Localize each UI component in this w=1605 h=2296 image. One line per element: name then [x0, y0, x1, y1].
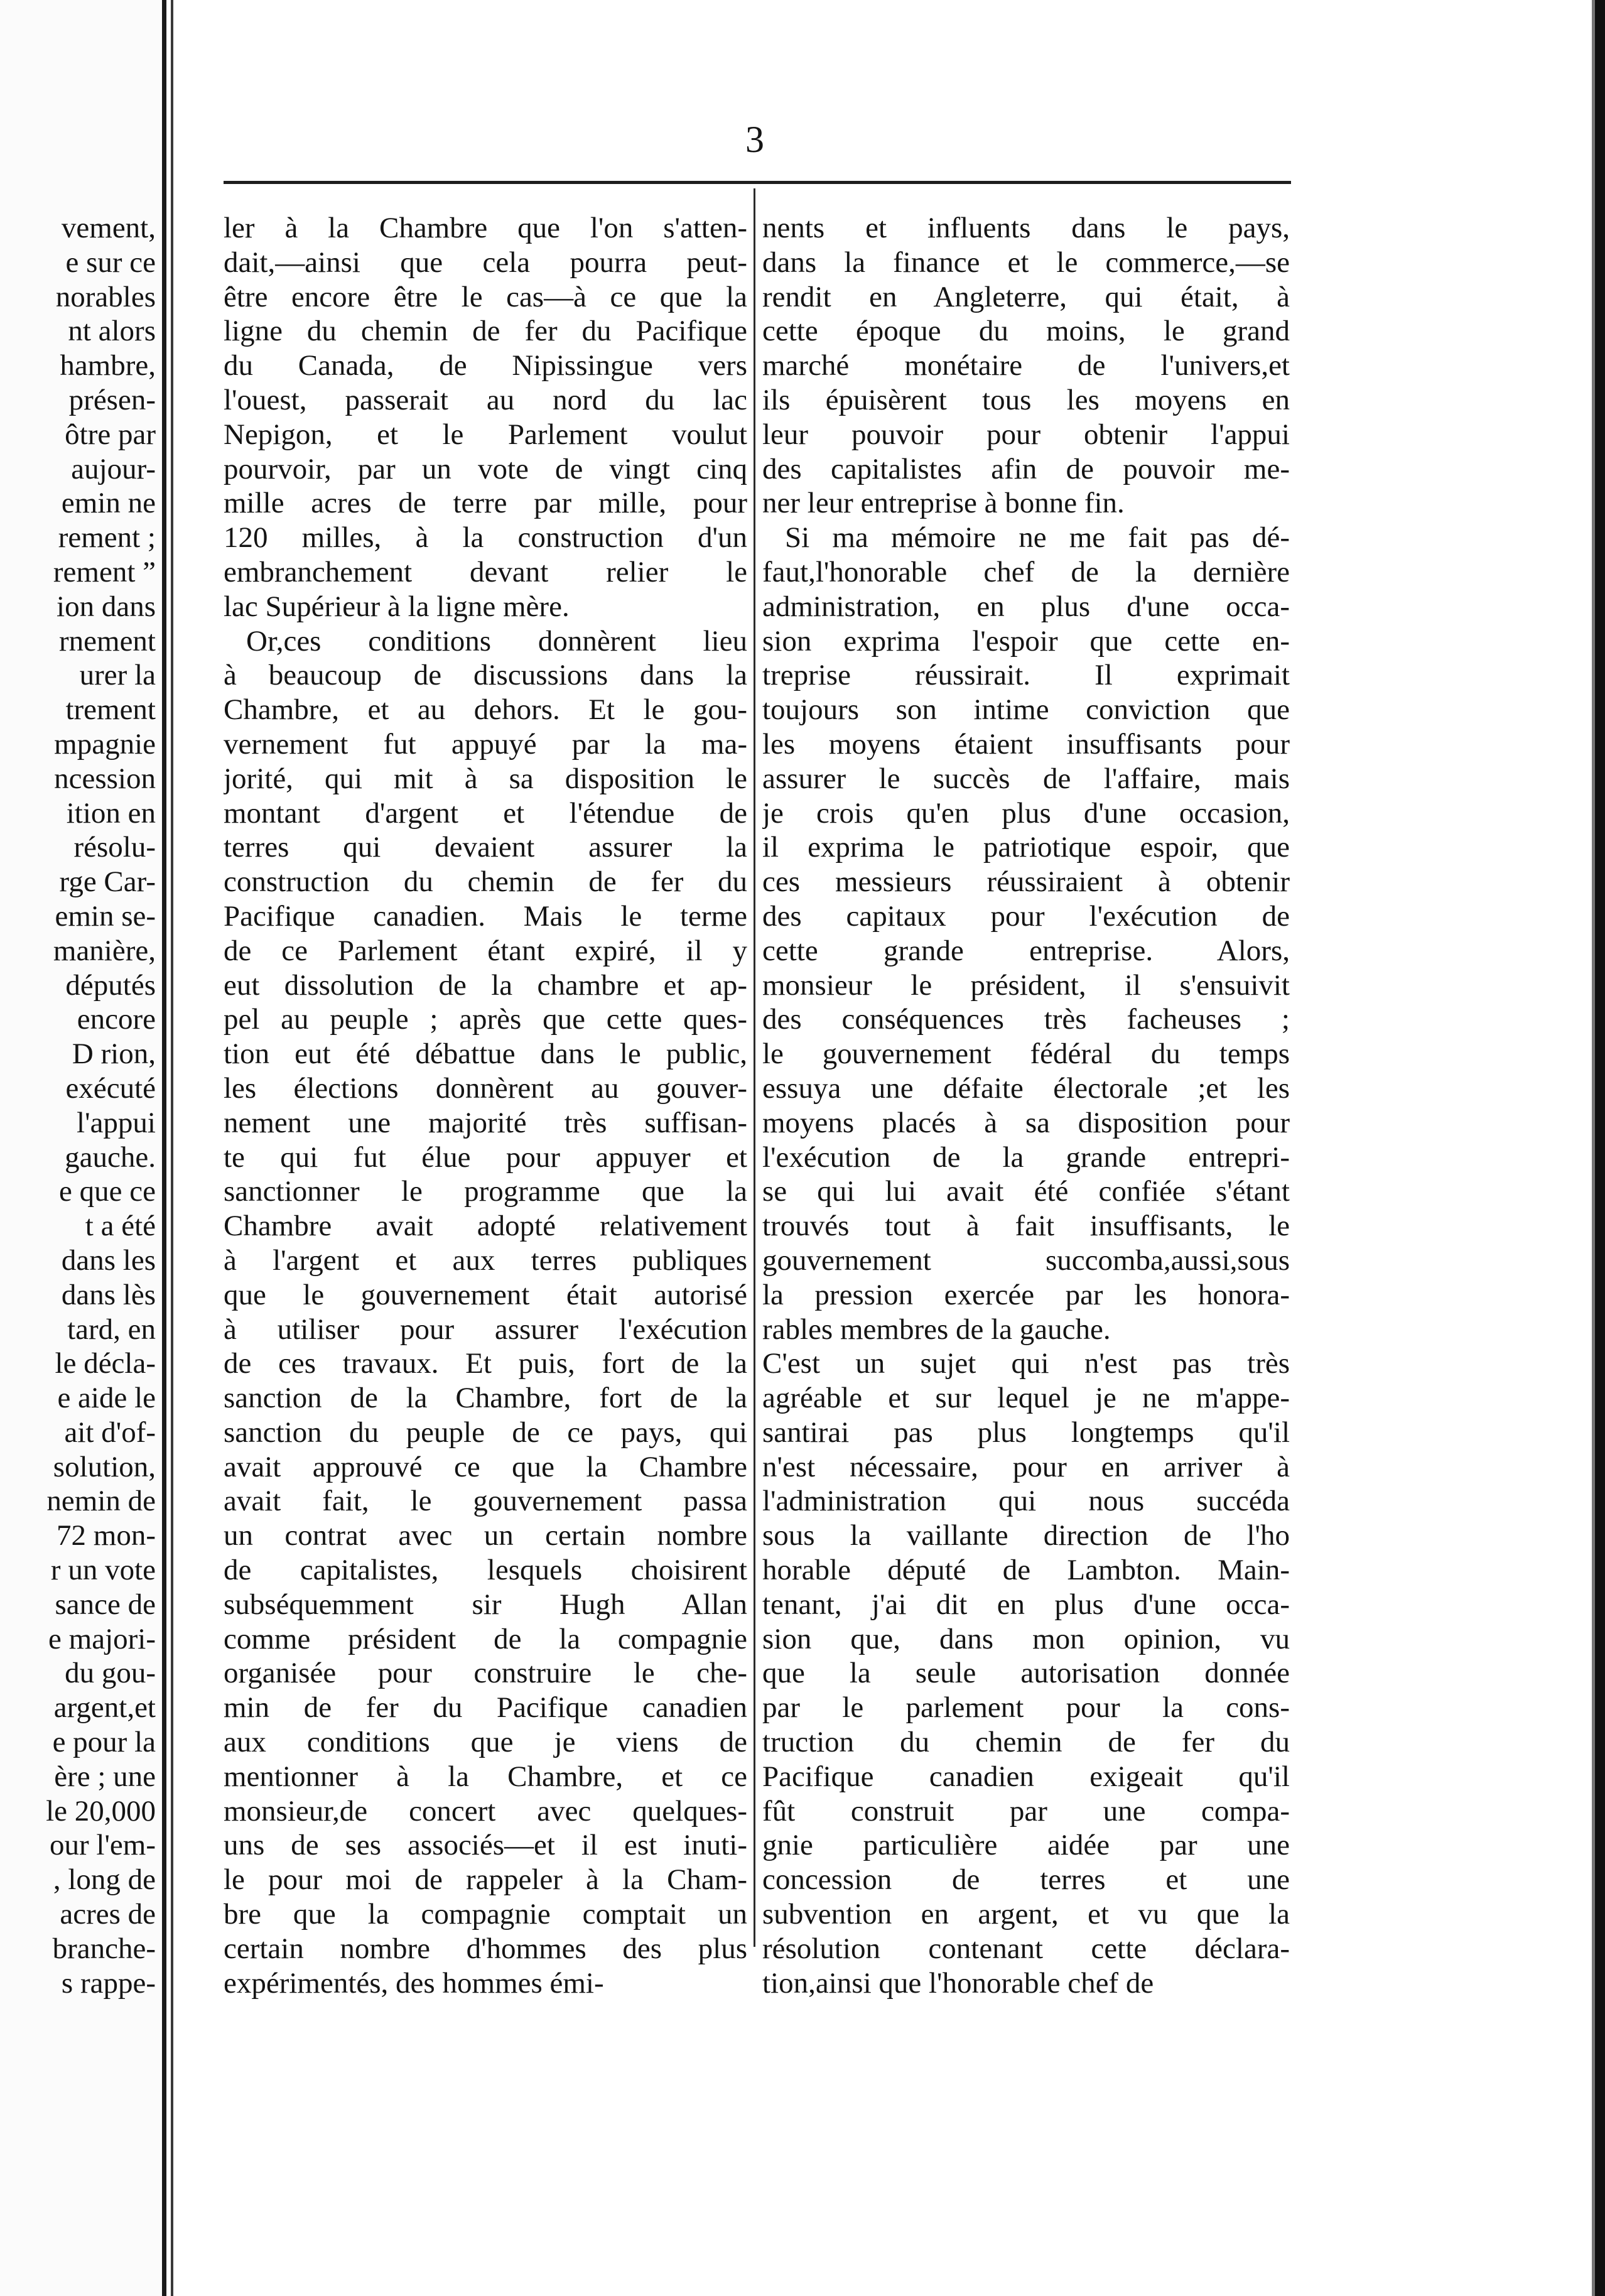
text-line: ligne du chemin de fer du Pacifique	[224, 315, 747, 348]
text-line: le pour moi de rappeler à la Cham-	[224, 1863, 747, 1897]
text-line: mpagnie	[54, 727, 156, 761]
text-line: embranchement devant relier le	[224, 555, 747, 588]
text-line: urer la	[79, 659, 156, 692]
text-line: horable député de Lambton. Main-	[762, 1554, 1290, 1587]
text-line: D rion,	[72, 1037, 156, 1071]
text-line: nement une majorité très suffisan-	[224, 1106, 747, 1139]
text-line: min de fer du Pacifique canadien	[224, 1691, 747, 1725]
text-line: gauche.	[65, 1140, 156, 1174]
text-line: le gouvernement fédéral du temps	[762, 1037, 1290, 1071]
text-line: nemin de	[46, 1485, 156, 1518]
text-line: sanction de la Chambre, fort de la	[224, 1382, 747, 1415]
text-line: députés	[65, 968, 156, 1002]
text-line: mentionner à la Chambre, et ce	[224, 1760, 747, 1793]
text-line: 120 milles, à la construction d'un	[224, 521, 747, 555]
text-line: ces messieurs réussiraient à obtenir	[762, 865, 1290, 899]
text-line: agréable et sur lequel je ne m'appe-	[762, 1382, 1290, 1415]
text-line: rement ;	[58, 521, 156, 555]
header-rule	[224, 181, 1291, 184]
text-line: exécuté	[65, 1071, 156, 1105]
text-line: r un vote	[50, 1554, 156, 1587]
page-number: 3	[745, 119, 764, 160]
text-line: résolu-	[73, 831, 156, 864]
text-line: assurer le succès de l'affaire, mais	[762, 762, 1290, 795]
text-line: solution,	[53, 1450, 156, 1483]
text-line: dans les	[61, 1243, 156, 1277]
text-line: emin se-	[55, 899, 156, 933]
text-line: tard, en	[67, 1313, 156, 1346]
text-line: e sur ce	[65, 246, 156, 279]
text-line: essuya une défaite électorale ;et les	[762, 1071, 1290, 1105]
text-line: ère ; une	[54, 1760, 156, 1793]
text-line: acres de	[60, 1898, 156, 1931]
text-line: mille acres de terre par mille, pour	[224, 487, 747, 520]
text-line: ôtre par	[65, 418, 156, 451]
text-line: cette époque du moins, le grand	[762, 315, 1290, 348]
text-line: rge Car-	[59, 865, 156, 899]
right-edge-border	[1595, 0, 1605, 2296]
text-line: être encore être le cas—à ce que la	[224, 280, 747, 313]
text-line: certain nombre d'hommes des plus	[224, 1932, 747, 1965]
text-line: ion dans	[57, 590, 156, 623]
text-line: emin ne	[61, 487, 156, 520]
adjacent-page-column	[5, 211, 156, 2000]
text-line: norables	[55, 280, 156, 313]
text-line: gnie particulière aidée par une	[762, 1829, 1290, 1862]
text-line: n'est nécessaire, pour en arriver à	[762, 1450, 1290, 1483]
text-column-left	[224, 211, 747, 2000]
text-line: santirai pas plus longtemps qu'il	[762, 1416, 1290, 1449]
text-line: e majori-	[48, 1622, 156, 1655]
text-line: l'administration qui nous succéda	[762, 1485, 1290, 1518]
text-line: sanction du peuple de ce pays, qui	[224, 1416, 747, 1449]
text-line: eut dissolution de la chambre et ap-	[224, 968, 747, 1002]
text-line: Chambre, et au dehors. Et le gou-	[224, 693, 747, 727]
text-line: Si ma mémoire ne me fait pas dé-	[785, 521, 1290, 555]
text-line: sanctionner le programme que la	[224, 1175, 747, 1208]
text-line: à utiliser pour assurer l'exécution	[224, 1313, 747, 1346]
text-line: trouvés tout à fait insuffisants, le	[762, 1210, 1290, 1243]
text-line: nents et influents dans le pays,	[762, 212, 1290, 244]
text-line: moyens placés à sa disposition pour	[762, 1106, 1290, 1139]
text-line: toujours son intime conviction que	[762, 693, 1290, 727]
text-line: par le parlement pour la cons-	[762, 1691, 1290, 1725]
text-line: , long de	[53, 1863, 156, 1897]
text-line: our l'em-	[50, 1829, 156, 1862]
page-fold-line	[171, 0, 173, 2296]
text-line: jorité, qui mit à sa disposition le	[224, 762, 747, 795]
text-line: sous la vaillante direction de l'ho	[762, 1519, 1290, 1552]
text-line: faut,l'honorable chef de la dernière	[762, 555, 1290, 588]
text-line: l'ouest, passerait au nord du lac	[224, 383, 747, 416]
text-line: manière,	[53, 934, 156, 967]
text-line: avait approuvé ce que la Chambre	[224, 1450, 747, 1483]
text-line: terres qui devaient assurer la	[224, 831, 747, 864]
column-divider	[754, 188, 755, 1947]
text-line: des conséquences très facheuses ;	[762, 1003, 1290, 1036]
text-line: e aide le	[57, 1382, 156, 1415]
text-line: pel au peuple ; après que cette ques-	[224, 1003, 747, 1036]
text-line: pourvoir, par un vote de vingt cinq	[224, 452, 747, 485]
text-line: trement	[65, 693, 156, 727]
text-line: ler à la Chambre que l'on s'atten-	[224, 212, 747, 244]
text-line: uns de ses associés—et il est inuti-	[224, 1829, 747, 1862]
text-line: treprise réussirait. Il exprimait	[762, 659, 1290, 692]
text-line: l'exécution de la grande entrepri-	[762, 1140, 1290, 1174]
text-line: hambre,	[60, 349, 156, 382]
text-line: monsieur le président, il s'ensuivit	[762, 968, 1290, 1002]
text-line: concession de terres et une	[762, 1863, 1290, 1897]
text-line: un contrat avec un certain nombre	[224, 1519, 747, 1552]
text-line: à l'argent et aux terres publiques	[224, 1243, 747, 1277]
text-line: subvention en argent, et vu que la	[762, 1898, 1290, 1931]
text-line: je crois qu'en plus d'une occasion,	[762, 796, 1290, 830]
text-line: du Canada, de Nipissingue vers	[224, 349, 747, 382]
text-line: Nepigon, et le Parlement voulut	[224, 418, 747, 451]
text-line: avait fait, le gouvernement passa	[224, 1485, 747, 1518]
text-line: que la seule autorisation donnée	[762, 1657, 1290, 1690]
text-line: l'appui	[77, 1106, 156, 1139]
text-line: se qui lui avait été confiée s'étant	[762, 1175, 1290, 1208]
text-line: e que ce	[59, 1175, 156, 1208]
text-line: C'est un sujet qui n'est pas très	[762, 1347, 1290, 1380]
text-line: gouvernement succomba,aussi,sous	[762, 1243, 1290, 1277]
text-line: des capitaux pour l'exécution de	[762, 899, 1290, 933]
text-line: ner leur entreprise à bonne fin.	[762, 487, 1125, 520]
text-line: du gou-	[65, 1657, 156, 1690]
text-line: cette grande entreprise. Alors,	[762, 934, 1290, 967]
text-line: la pression exercée par les honora-	[762, 1278, 1290, 1311]
text-line: à beaucoup de discussions dans la	[224, 659, 747, 692]
text-line: e pour la	[52, 1726, 156, 1759]
text-line: que le gouvernement était autorisé	[224, 1278, 747, 1311]
text-line: de capitalistes, lesquels choisirent	[224, 1554, 747, 1587]
page-fold-shadow	[162, 0, 166, 2296]
text-line: montant d'argent et l'étendue de	[224, 796, 747, 830]
text-line: sion exprima l'espoir que cette en-	[762, 624, 1290, 658]
text-line: rement ”	[53, 555, 156, 588]
text-line: vernement fut appuyé par la ma-	[224, 727, 747, 761]
text-line: te qui fut élue pour appuyer et	[224, 1140, 747, 1174]
text-line: ait d'of-	[64, 1416, 156, 1449]
text-line: nt alors	[68, 315, 156, 348]
text-line: Pacifique canadien exigeait qu'il	[762, 1760, 1290, 1793]
text-line: argent,et	[53, 1691, 156, 1725]
text-line: aux conditions que je viens de	[224, 1726, 747, 1759]
text-line: t a été	[85, 1210, 156, 1243]
text-line: sance de	[55, 1588, 156, 1621]
text-line: truction du chemin de fer du	[762, 1726, 1290, 1759]
text-line: s rappe-	[61, 1966, 156, 2000]
text-line: 72 mon-	[57, 1519, 156, 1552]
text-line: ition en	[66, 796, 156, 830]
text-line: sion que, dans mon opinion, vu	[762, 1622, 1290, 1655]
text-line: Chambre avait adopté relativement	[224, 1210, 747, 1243]
text-line: le 20,000	[46, 1794, 156, 1828]
text-line: de ce Parlement étant expiré, il y	[224, 934, 747, 967]
text-line: rendit en Angleterre, qui était, à	[762, 280, 1290, 313]
text-line: dait,—ainsi que cela pourra peut-	[224, 246, 747, 279]
text-line: branche-	[52, 1932, 156, 1965]
text-line: ils épuisèrent tous les moyens en	[762, 383, 1290, 416]
text-line: leur pouvoir pour obtenir l'appui	[762, 418, 1290, 451]
text-line: il exprima le patriotique espoir, que	[762, 831, 1290, 864]
text-line: fût construit par une compa-	[762, 1794, 1290, 1828]
text-line: organisée pour construire le che-	[224, 1657, 747, 1690]
text-line: aujour-	[71, 452, 156, 485]
text-line: les moyens étaient insuffisants pour	[762, 727, 1290, 761]
text-line: expérimentés, des hommes émi-	[224, 1966, 604, 2000]
text-line: comme président de la compagnie	[224, 1622, 747, 1655]
text-line: encore	[77, 1003, 156, 1036]
text-line: des capitalistes afin de pouvoir me-	[762, 452, 1290, 485]
text-line: tion,ainsi que l'honorable chef de	[762, 1966, 1154, 2000]
text-line: les élections donnèrent au gouver-	[224, 1071, 747, 1105]
text-line: subséquemment sir Hugh Allan	[224, 1588, 747, 1621]
text-line: Or,ces conditions donnèrent lieu	[246, 624, 747, 658]
text-line: vement,	[61, 212, 156, 244]
text-line: tenant, j'ai dit en plus d'une occa-	[762, 1588, 1290, 1621]
text-line: construction du chemin de fer du	[224, 865, 747, 899]
text-line: présen-	[68, 383, 156, 416]
text-line: rables membres de la gauche.	[762, 1313, 1111, 1346]
text-line: ncession	[54, 762, 156, 795]
text-column-right	[762, 211, 1290, 2000]
text-line: Pacifique canadien. Mais le terme	[224, 899, 747, 933]
text-line: dans lès	[61, 1278, 156, 1311]
text-line: marché monétaire de l'univers,et	[762, 349, 1290, 382]
text-line: le décla-	[55, 1347, 156, 1380]
text-line: tion eut été débattue dans le public,	[224, 1037, 747, 1071]
text-line: monsieur,de concert avec quelques-	[224, 1794, 747, 1828]
text-line: lac Supérieur à la ligne mère.	[224, 590, 570, 623]
text-line: rnement	[59, 624, 156, 658]
text-line: bre que la compagnie comptait un	[224, 1898, 747, 1931]
text-line: administration, en plus d'une occa-	[762, 590, 1290, 623]
text-line: dans la finance et le commerce,—se	[762, 246, 1290, 279]
text-line: résolution contenant cette déclara-	[762, 1932, 1290, 1965]
text-line: de ces travaux. Et puis, fort de la	[224, 1347, 747, 1380]
